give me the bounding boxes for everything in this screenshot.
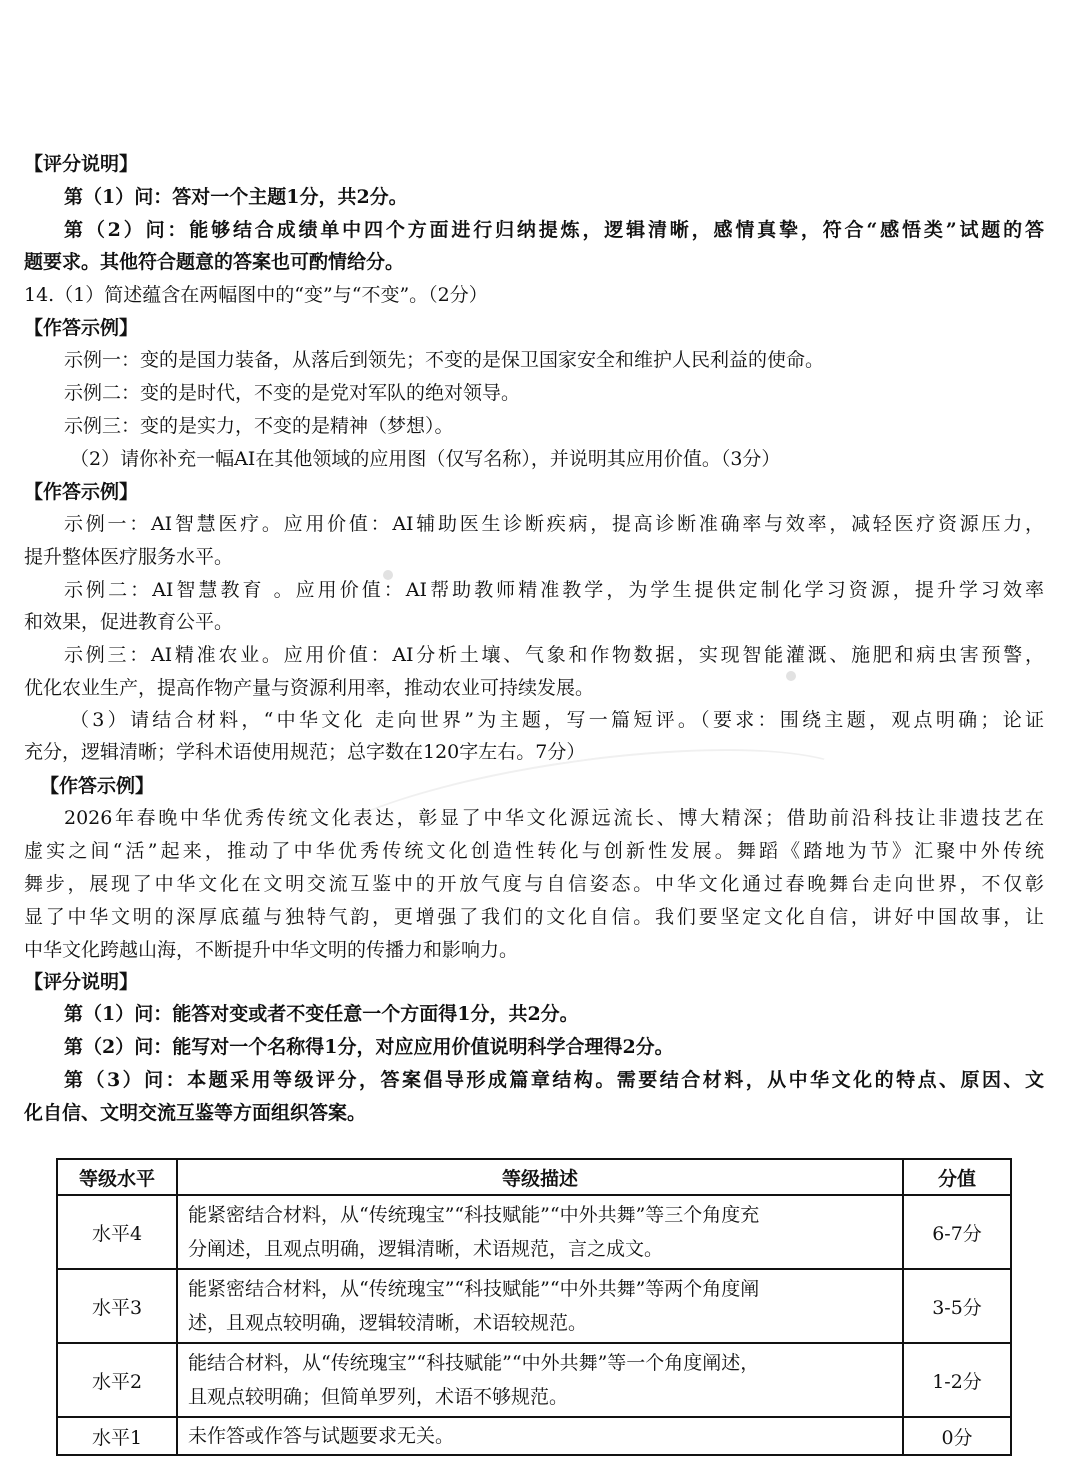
scoring-note-q2: 第（2）问：能写对一个名称得1分，对应应用价值说明科学合理得2分。 bbox=[64, 1036, 674, 1058]
example-1: 示例一：变的是国力装备，从落后到领先；不变的是保卫国家安全和维护人民利益的使命。 bbox=[64, 349, 825, 371]
header-level: 等级水平 bbox=[57, 1159, 177, 1195]
ai-example-2: 示例二：AI智慧教育 。应用价值：AI帮助教师精准教学，为学生提供定制化学习资源，提升学习效率 bbox=[64, 579, 1044, 601]
score-cell: 3-5分 bbox=[903, 1269, 1011, 1343]
score-cell: 6-7分 bbox=[903, 1195, 1011, 1269]
level-cell: 水平1 bbox=[57, 1417, 177, 1455]
ai-example-2-cont: 和效果，促进教育公平。 bbox=[24, 611, 234, 633]
description-line: 能紧密结合材料，从“传统瑰宝”“科技赋能”“中外共舞”等两个角度阐 bbox=[188, 1278, 760, 1300]
table-row bbox=[57, 1195, 1011, 1269]
essay-line-1: 2026年春晚中华优秀传统文化表达，彰显了中华文化源远流长、博大精深；借助前沿科技让非遗技艺在 bbox=[64, 807, 1044, 829]
level-cell: 水平4 bbox=[57, 1195, 177, 1269]
essay-line-4: 显了中华文明的深厚底蕴与独特气韵，更增强了我们的文化自信。我们要坚定文化自信，讲好中国故事，让 bbox=[24, 906, 1044, 928]
table-row bbox=[57, 1343, 1011, 1417]
scoring-note-q1: 第（1）问：能答对变或者不变任意一个方面得1分，共2分。 bbox=[64, 1003, 579, 1025]
question-14-part3: （3）请结合材料，“中华文化 走向世界”为主题，写一篇短评。（要求：围绕主题，观点明确；论证 bbox=[70, 709, 1044, 731]
scoring-note-q2: 第（2）问：能够结合成绩单中四个方面进行归纳提炼，逻辑清晰，感情真挚，符合“感悟类”试题的答 bbox=[64, 219, 1044, 241]
section-heading: 【评分说明】 bbox=[24, 153, 139, 175]
level-cell: 水平2 bbox=[57, 1343, 177, 1417]
section-heading: 【评分说明】 bbox=[24, 971, 139, 993]
score-cell: 0分 bbox=[903, 1417, 1011, 1455]
essay-line-3: 舞步，展现了中华文化在文明交流互鉴中的开放气度与自信姿态。中华文化通过春晚舞台走向世界，不仅彰 bbox=[24, 873, 1044, 895]
description-line: 未作答或作答与试题要求无关。 bbox=[188, 1425, 455, 1447]
example-3: 示例三：变的是实力，不变的是精神（梦想）。 bbox=[64, 415, 454, 437]
description-line: 能结合材料，从“传统瑰宝”“科技赋能”“中外共舞”等一个角度阐述， bbox=[188, 1352, 760, 1374]
description-line: 能紧密结合材料，从“传统瑰宝”“科技赋能”“中外共舞”等三个角度充 bbox=[188, 1204, 760, 1226]
grading-table bbox=[56, 1158, 1012, 1456]
example-heading: 【作答示例】 bbox=[24, 317, 139, 339]
description-line: 分阐述，且观点明确，逻辑清晰，术语规范，言之成文。 bbox=[188, 1238, 664, 1260]
description-cell bbox=[177, 1417, 903, 1455]
description-line: 且观点较明确；但简单罗列，术语不够规范。 bbox=[188, 1386, 569, 1408]
scoring-note-q1: 第（1）问：答对一个主题1分，共2分。 bbox=[64, 186, 408, 208]
description-cell bbox=[177, 1343, 903, 1417]
question-14-part2: （2）请你补充一幅AI在其他领域的应用图（仅写名称），并说明其应用价值。（3分） bbox=[70, 448, 781, 470]
description-cell bbox=[177, 1195, 903, 1269]
table-row bbox=[57, 1417, 1011, 1455]
question-14-part1: 14.（1）简述蕴含在两幅图中的“变”与“不变”。（2分） bbox=[24, 284, 488, 306]
example-heading: 【作答示例】 bbox=[24, 481, 139, 503]
scoring-note-q3-cont: 化自信、文明交流互鉴等方面组织答案。 bbox=[24, 1102, 367, 1124]
example-heading: 【作答示例】 bbox=[40, 775, 155, 797]
scoring-note-q3: 第（3）问：本题采用等级评分，答案倡导形成篇章结构。需要结合材料，从中华文化的特点、原因、文 bbox=[64, 1069, 1044, 1091]
header-description: 等级描述 bbox=[177, 1159, 903, 1195]
example-2: 示例二：变的是时代，不变的是党对军队的绝对领导。 bbox=[64, 382, 521, 404]
question-14-part3-cont: 充分，逻辑清晰；学科术语使用规范；总字数在120字左右。7分） bbox=[24, 741, 586, 763]
ai-example-3: 示例三：AI精准农业。应用价值：AI分析土壤、气象和作物数据，实现智能灌溉、施肥和病虫害预警， bbox=[64, 644, 1044, 666]
table-header-row bbox=[57, 1159, 1011, 1195]
level-cell: 水平3 bbox=[57, 1269, 177, 1343]
description-line: 述，且观点较明确，逻辑较清晰，术语较规范。 bbox=[188, 1312, 588, 1334]
ai-example-1-cont: 提升整体医疗服务水平。 bbox=[24, 546, 234, 568]
ai-example-1: 示例一：AI智慧医疗。应用价值：AI辅助医生诊断疾病，提高诊断准确率与效率，减轻医疗资源压力， bbox=[64, 513, 1044, 535]
description-cell bbox=[177, 1269, 903, 1343]
essay-line-2: 虚实之间“活”起来，推动了中华优秀传统文化创造性转化与创新性发展。舞蹈《踏地为节》汇聚中外传统 bbox=[24, 840, 1044, 862]
ai-example-3-cont: 优化农业生产，提高作物产量与资源利用率，推动农业可持续发展。 bbox=[24, 677, 595, 699]
scoring-note-q2-cont: 题要求。其他符合题意的答案也可酌情给分。 bbox=[24, 251, 405, 273]
essay-line-5: 中华文化跨越山海，不断提升中华文明的传播力和影响力。 bbox=[24, 939, 519, 961]
header-score: 分值 bbox=[903, 1159, 1011, 1195]
table-row bbox=[57, 1269, 1011, 1343]
score-cell: 1-2分 bbox=[903, 1343, 1011, 1417]
